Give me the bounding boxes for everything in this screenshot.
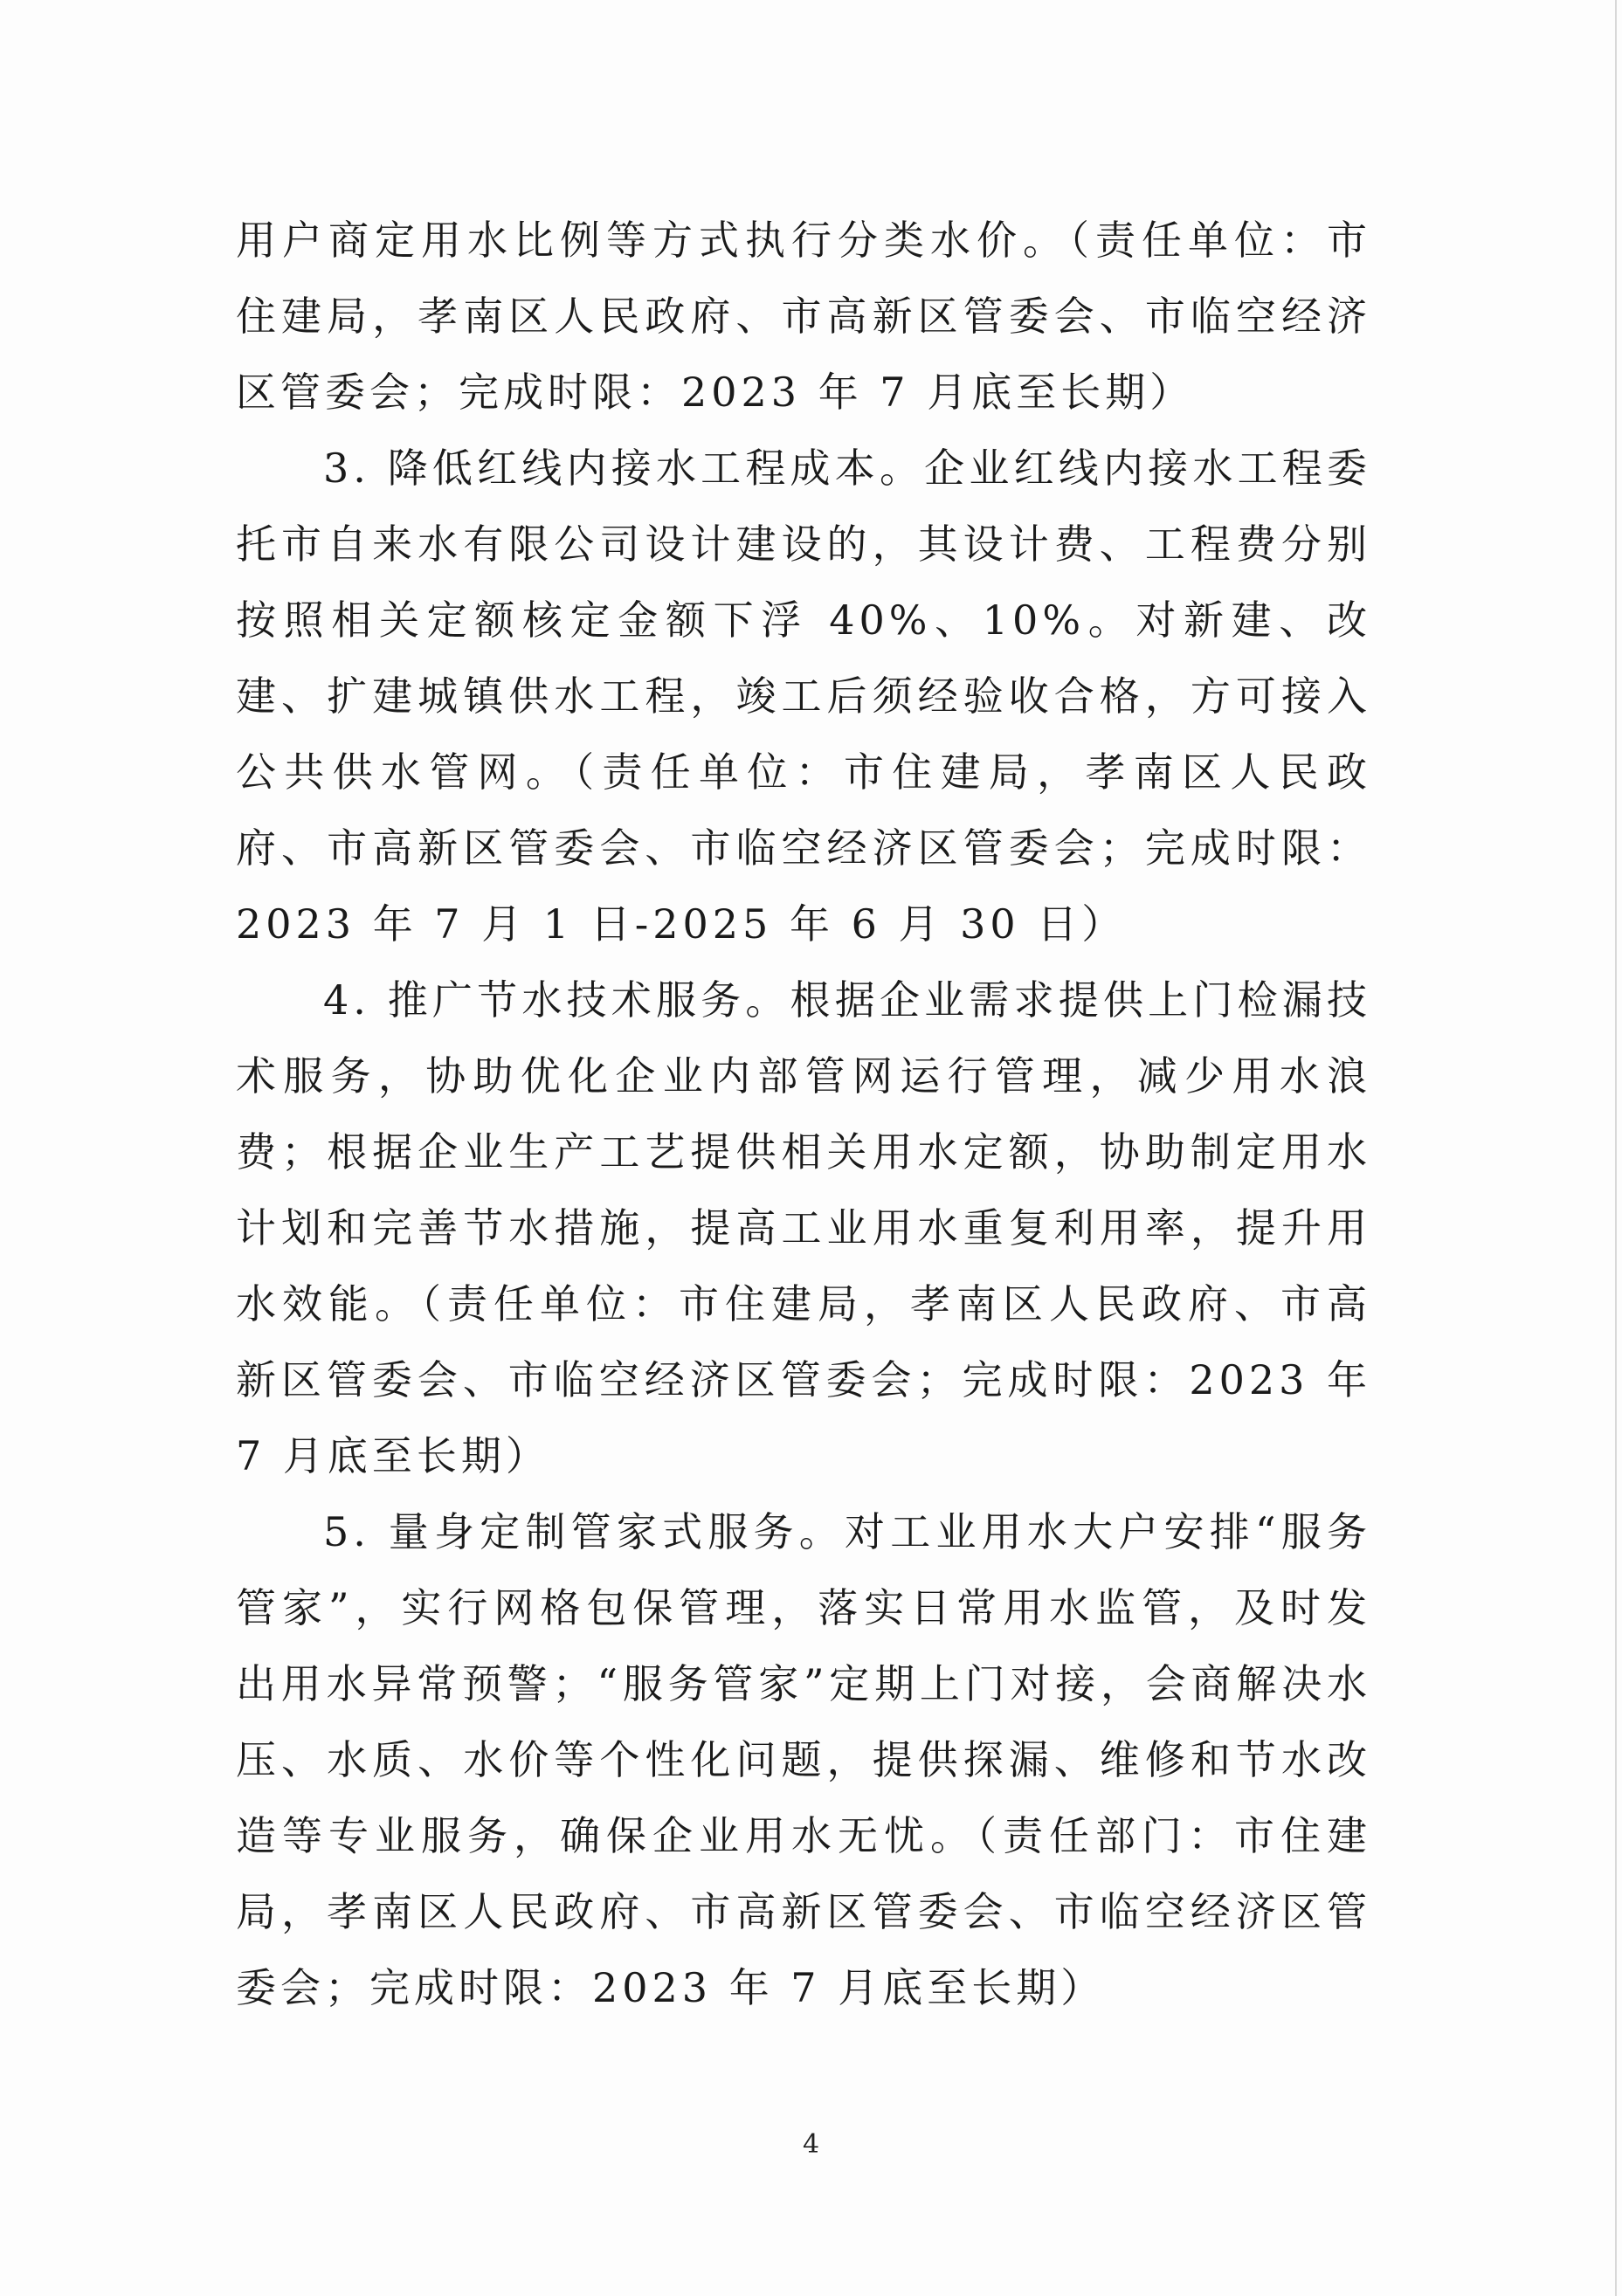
page-number: 4: [802, 2129, 820, 2160]
paragraph-item-4-water-saving-service: 4. 推广节水技术服务。根据企业需求提供上门检漏技术服务，协助优化企业内部管网运行管理，减少用水浪费；根据企业生产工艺提供相关用水定额，协助制定用水计划和完善节水措施，提高工业用水重复利用率，提升用水效能。（责任单位：市住建局，孝南区人民政府、市高新区管委会、市临空经济区管委会；完成时限：2023 年 7 月底至长期）: [236, 976, 1371, 1479]
document-body: [236, 203, 1371, 2026]
paragraph-item-5-butler-service: 5. 量身定制管家式服务。对工业用水大户安排“服务管家”，实行网格包保管理，落实日常用水监管，及时发出用水异常预警；“服务管家”定期上门对接，会商解决水压、水质、水价等个性化问题，提供探漏、维修和节水改造等专业服务，确保企业用水无忧。（责任部门：市住建局，孝南区人民政府、市高新区管委会、市临空经济区管委会；完成时限：2023 年 7 月底至长期）: [236, 1508, 1371, 2011]
scan-edge-line: [1615, 0, 1617, 2296]
paragraph-item-3-reduce-connection-cost: 3. 降低红线内接水工程成本。企业红线内接水工程委托市自来水有限公司设计建设的，其设计费、工程费分别按照相关定额核定金额下浮 40%、10%。对新建、改建、扩建城镇供水工程，竣工后须经验收合格，方可接入公共供水管网。（责任单位：市住建局，孝南区人民政府、市高新区管委会、市临空经济区管委会；完成时限：2023 年 7 月 1 日-2025 年 6 月 30 日）: [236, 445, 1371, 948]
paragraph-continuation: 用户商定用水比例等方式执行分类水价。（责任单位：市住建局，孝南区人民政府、市高新区管委会、市临空经济区管委会；完成时限：2023 年 7 月底至长期）: [236, 217, 1371, 416]
